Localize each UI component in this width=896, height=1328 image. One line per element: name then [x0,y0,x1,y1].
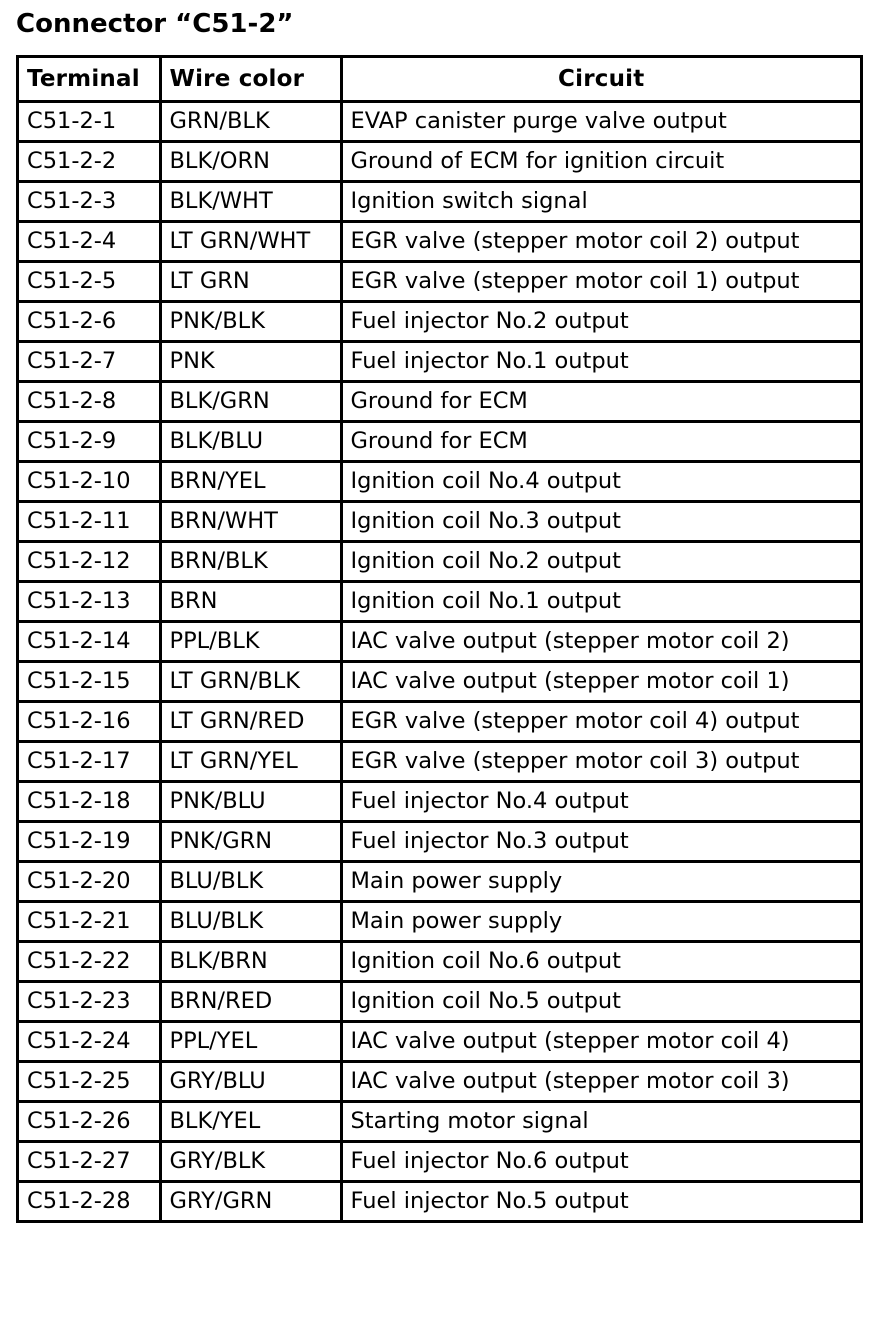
table-row [19,782,860,822]
terminal-table [19,58,860,1220]
terminal-cell: C51-2-4 [19,222,160,262]
table-row [19,1062,860,1102]
header-terminal: Terminal [19,58,160,102]
terminal-cell: C51-2-7 [19,342,160,382]
terminal-cell: C51-2-8 [19,382,160,422]
wire-color-cell: BLK/ORN [160,142,341,182]
circuit-cell: Ignition coil No.1 output [341,582,860,622]
table-row [19,462,860,502]
circuit-cell: Main power supply [341,862,860,902]
table-row [19,582,860,622]
wire-color-cell: GRY/BLU [160,1062,341,1102]
wire-color-cell: LT GRN/YEL [160,742,341,782]
circuit-cell: EGR valve (stepper motor coil 4) output [341,702,860,742]
wire-color-cell: LT GRN/WHT [160,222,341,262]
wire-color-cell: LT GRN/BLK [160,662,341,702]
terminal-cell: C51-2-10 [19,462,160,502]
circuit-cell: EGR valve (stepper motor coil 3) output [341,742,860,782]
terminal-cell: C51-2-5 [19,262,160,302]
wire-color-cell: BRN/RED [160,982,341,1022]
terminal-cell: C51-2-26 [19,1102,160,1142]
table-row [19,622,860,662]
wire-color-cell: PNK/GRN [160,822,341,862]
table-row [19,982,860,1022]
wire-color-cell: BLU/BLK [160,902,341,942]
terminal-cell: C51-2-3 [19,182,160,222]
table-row [19,1022,860,1062]
circuit-cell: Ground of ECM for ignition circuit [341,142,860,182]
page-title: Connector “C51-2” [16,9,294,39]
terminal-cell: C51-2-27 [19,1142,160,1182]
table-row [19,902,860,942]
wire-color-cell: GRY/GRN [160,1182,341,1221]
wire-color-cell: BLK/YEL [160,1102,341,1142]
terminal-cell: C51-2-11 [19,502,160,542]
circuit-cell: IAC valve output (stepper motor coil 4) [341,1022,860,1062]
terminal-cell: C51-2-9 [19,422,160,462]
table-row [19,662,860,702]
connector-table [16,55,863,1223]
terminal-cell: C51-2-24 [19,1022,160,1062]
wire-color-cell: BLK/WHT [160,182,341,222]
table-row [19,542,860,582]
circuit-cell: Starting motor signal [341,1102,860,1142]
table-row [19,742,860,782]
circuit-cell: Ignition coil No.2 output [341,542,860,582]
terminal-cell: C51-2-15 [19,662,160,702]
terminal-cell: C51-2-21 [19,902,160,942]
circuit-cell: Ignition coil No.5 output [341,982,860,1022]
circuit-cell: Ignition coil No.3 output [341,502,860,542]
terminal-cell: C51-2-28 [19,1182,160,1221]
terminal-cell: C51-2-6 [19,302,160,342]
wire-color-cell: BRN/WHT [160,502,341,542]
circuit-cell: Ignition coil No.6 output [341,942,860,982]
table-row [19,942,860,982]
wire-color-cell: GRY/BLK [160,1142,341,1182]
wire-color-cell: BLK/BLU [160,422,341,462]
table-row [19,702,860,742]
table-row [19,142,860,182]
wire-color-cell: BLK/GRN [160,382,341,422]
circuit-cell: Main power supply [341,902,860,942]
table-row [19,862,860,902]
wire-color-cell: PNK/BLK [160,302,341,342]
circuit-cell: Fuel injector No.5 output [341,1182,860,1221]
terminal-cell: C51-2-20 [19,862,160,902]
wire-color-cell: PNK [160,342,341,382]
wire-color-cell: PPL/YEL [160,1022,341,1062]
circuit-cell: IAC valve output (stepper motor coil 1) [341,662,860,702]
wire-color-cell: BLU/BLK [160,862,341,902]
table-row [19,1102,860,1142]
circuit-cell: Fuel injector No.4 output [341,782,860,822]
table-row [19,222,860,262]
wire-color-cell: PNK/BLU [160,782,341,822]
wire-color-cell: LT GRN [160,262,341,302]
table-row [19,342,860,382]
circuit-cell: EGR valve (stepper motor coil 2) output [341,222,860,262]
circuit-cell: Fuel injector No.3 output [341,822,860,862]
wire-color-cell: LT GRN/RED [160,702,341,742]
table-row [19,1182,860,1221]
circuit-cell: Ground for ECM [341,382,860,422]
circuit-cell: IAC valve output (stepper motor coil 2) [341,622,860,662]
terminal-cell: C51-2-18 [19,782,160,822]
header-wire-color: Wire color [160,58,341,102]
table-row [19,262,860,302]
table-row [19,102,860,142]
terminal-cell: C51-2-19 [19,822,160,862]
table-row [19,502,860,542]
wire-color-cell: BRN/BLK [160,542,341,582]
table-header [19,58,860,102]
terminal-cell: C51-2-1 [19,102,160,142]
table-row [19,382,860,422]
wire-color-cell: BRN/YEL [160,462,341,502]
terminal-cell: C51-2-25 [19,1062,160,1102]
terminal-cell: C51-2-17 [19,742,160,782]
terminal-cell: C51-2-16 [19,702,160,742]
terminal-cell: C51-2-23 [19,982,160,1022]
table-row [19,302,860,342]
circuit-cell: EGR valve (stepper motor coil 1) output [341,262,860,302]
terminal-cell: C51-2-13 [19,582,160,622]
wire-color-cell: BLK/BRN [160,942,341,982]
circuit-cell: Ignition coil No.4 output [341,462,860,502]
table-row [19,822,860,862]
terminal-cell: C51-2-2 [19,142,160,182]
wire-color-cell: BRN [160,582,341,622]
header-row [19,58,860,102]
circuit-cell: Ground for ECM [341,422,860,462]
circuit-cell: Fuel injector No.1 output [341,342,860,382]
header-circuit: Circuit [341,58,860,102]
table-row [19,182,860,222]
circuit-cell: Ignition switch signal [341,182,860,222]
table-row [19,1142,860,1182]
circuit-cell: Fuel injector No.6 output [341,1142,860,1182]
circuit-cell: IAC valve output (stepper motor coil 3) [341,1062,860,1102]
terminal-cell: C51-2-14 [19,622,160,662]
circuit-cell: EVAP canister purge valve output [341,102,860,142]
circuit-cell: Fuel injector No.2 output [341,302,860,342]
terminal-cell: C51-2-22 [19,942,160,982]
table-row [19,422,860,462]
wire-color-cell: GRN/BLK [160,102,341,142]
wire-color-cell: PPL/BLK [160,622,341,662]
table-body [19,102,860,1221]
terminal-cell: C51-2-12 [19,542,160,582]
